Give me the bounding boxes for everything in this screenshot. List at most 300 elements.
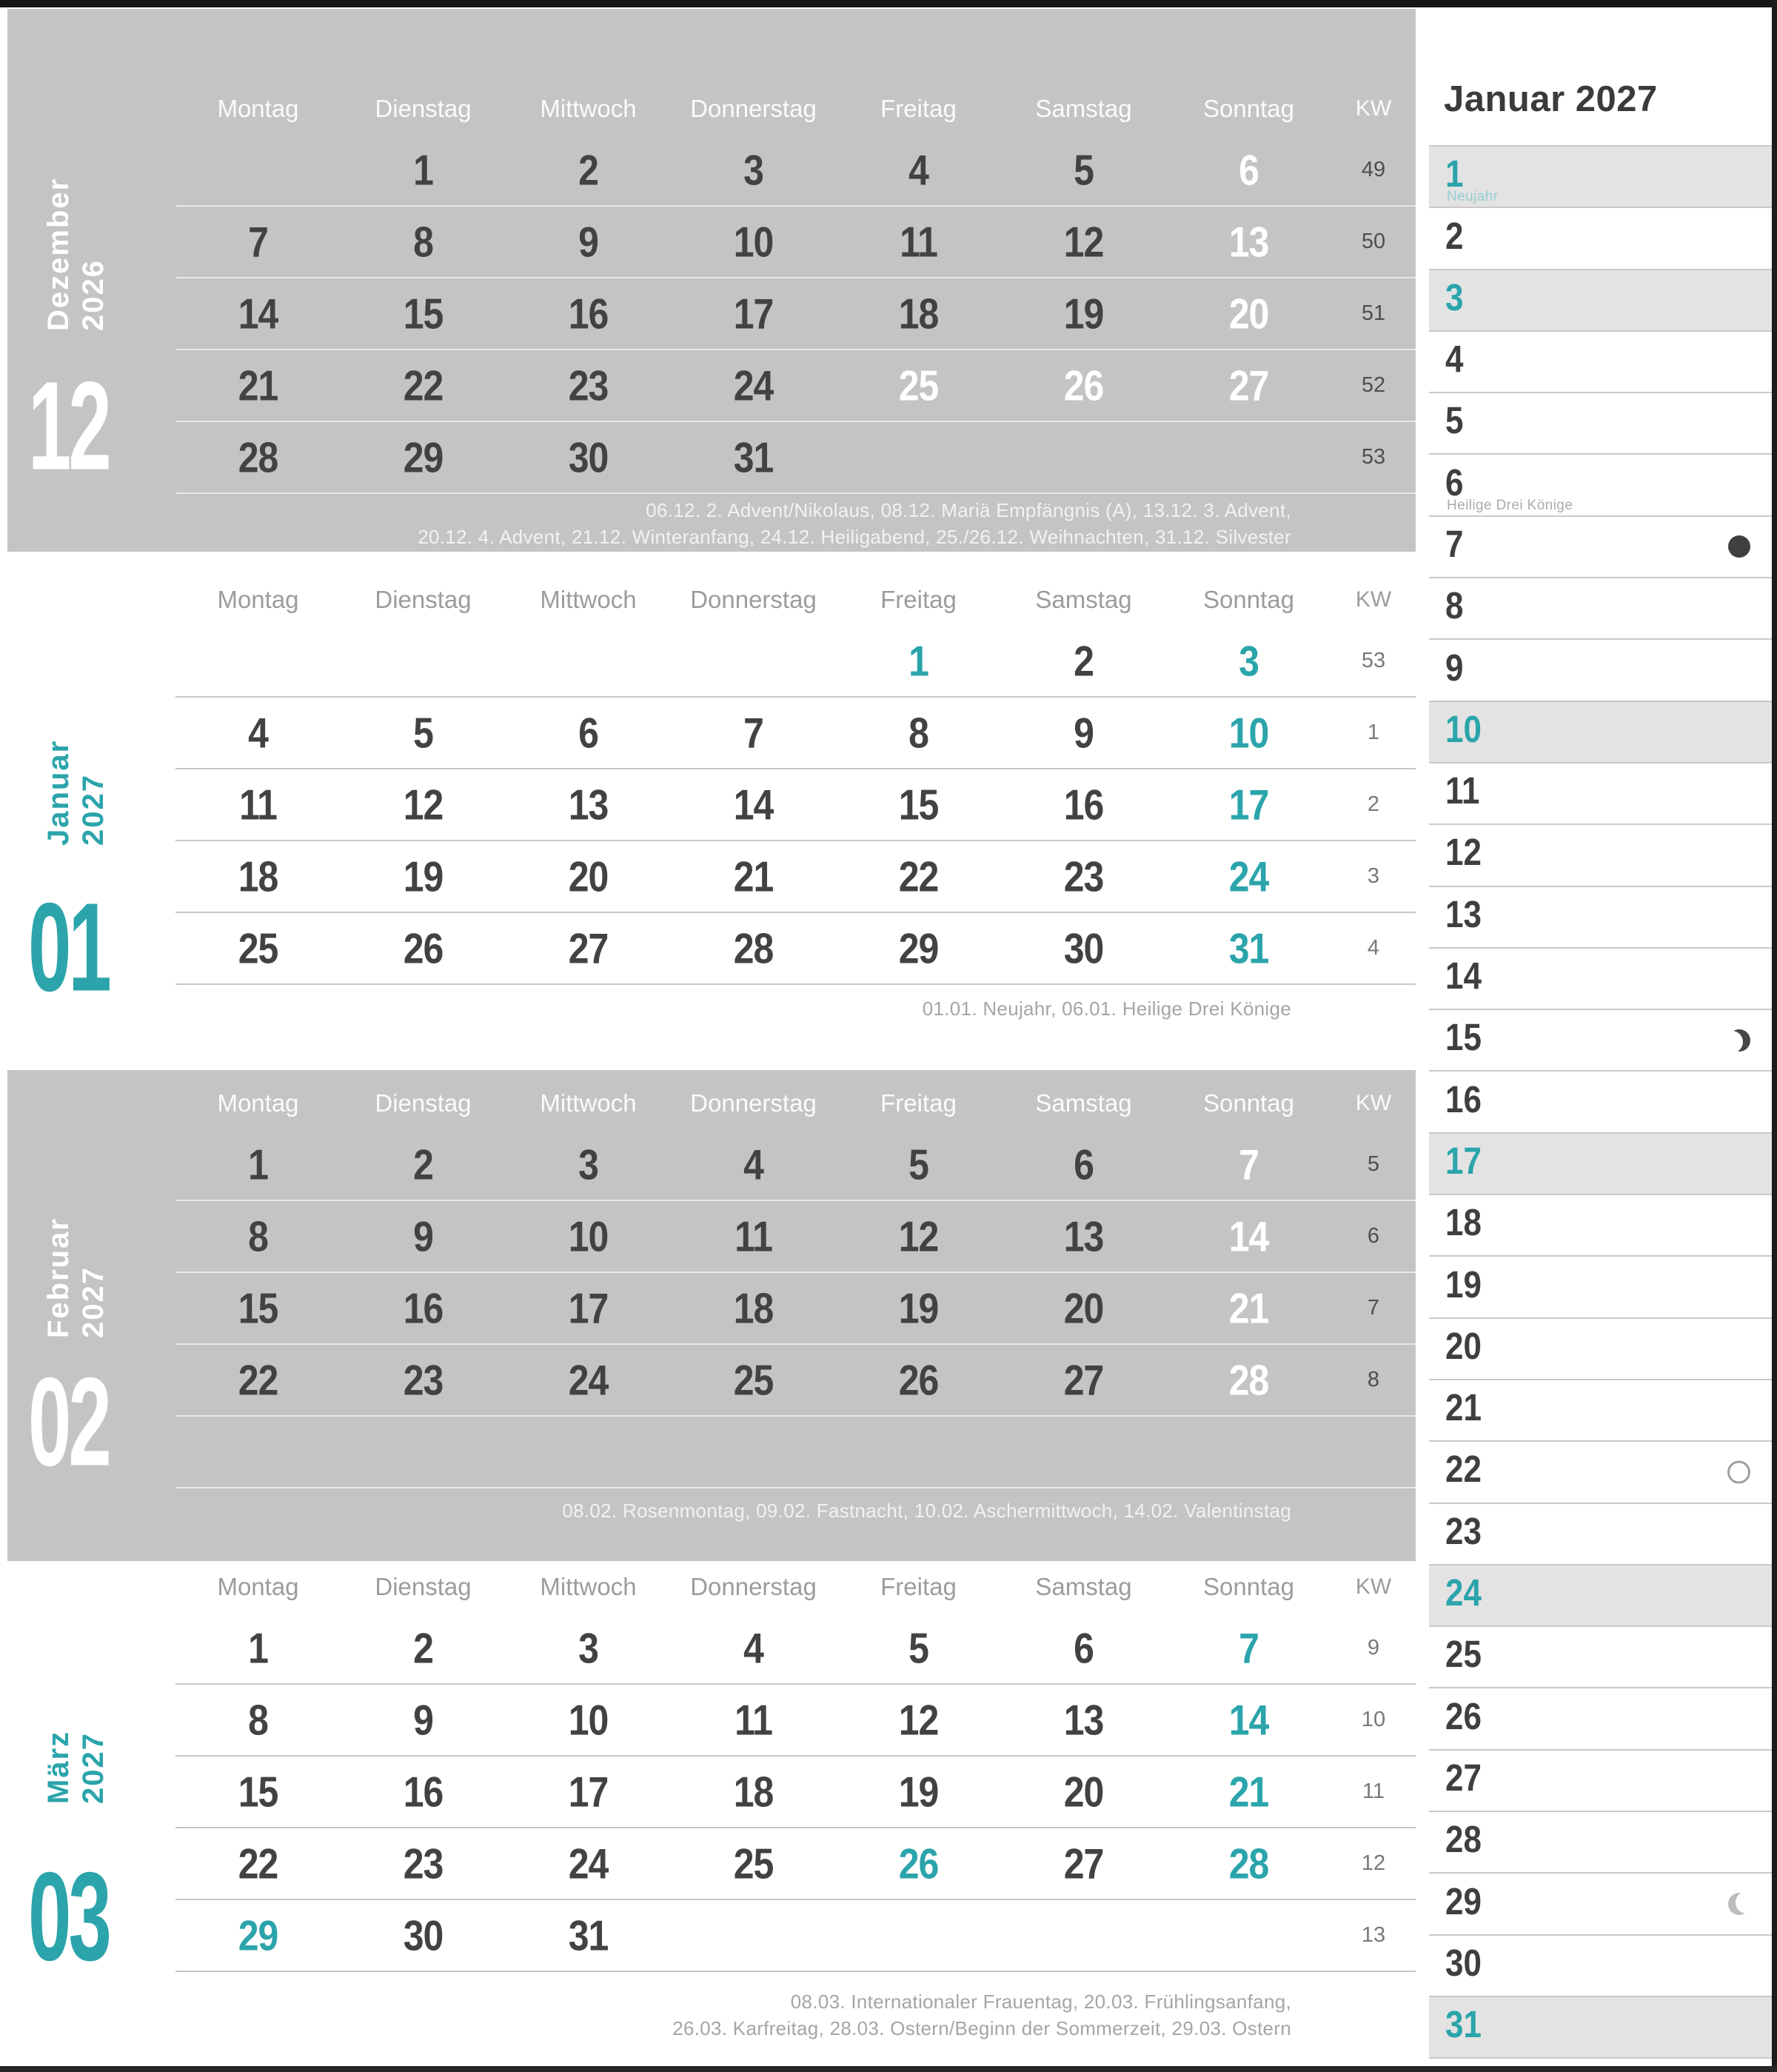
weekday-header: Freitag [880, 1089, 957, 1117]
month-grid [175, 1077, 1416, 1488]
day-cell [671, 1839, 836, 1888]
day-number: 18 [733, 1768, 774, 1816]
kw-number: 49 [1361, 158, 1386, 181]
month-name: März [42, 1730, 75, 1804]
day-cell [671, 1624, 836, 1672]
kw-number: 1 [1367, 721, 1380, 744]
day-number: 31 [733, 433, 774, 481]
week-row [175, 422, 1416, 494]
day-cell [836, 1839, 1001, 1888]
day-cell [1001, 1212, 1166, 1260]
day-number: 3 [578, 1624, 598, 1672]
day-cell [671, 361, 836, 410]
day-number: 14 [733, 781, 774, 829]
day-cell [671, 146, 836, 194]
notes-day-row [1429, 269, 1773, 330]
day-number: 11 [734, 1696, 772, 1744]
day-number: 6 [1239, 146, 1259, 194]
day-cell [836, 781, 1001, 829]
month-name: Januar [42, 739, 75, 846]
weekday-header: Dienstag [375, 1573, 472, 1600]
holiday-line: 08.02. Rosenmontag, 09.02. Fastnacht, 10.02. Aschermittwoch, 14.02. Valentinstag [562, 1500, 1291, 1522]
month-year: 2027 [77, 774, 110, 846]
day-number: 16 [1063, 781, 1104, 829]
day-cell [506, 1284, 671, 1332]
week-row [175, 1201, 1416, 1273]
day-number: 9 [413, 1696, 433, 1744]
day-cell [1166, 1356, 1331, 1404]
notes-day-row [1429, 638, 1773, 700]
day-number: 9 [1445, 646, 1464, 689]
notes-day-row [1429, 1996, 1773, 2059]
day-number: 15 [898, 781, 939, 829]
day-cell [836, 218, 1001, 266]
day-cell [1166, 1839, 1331, 1888]
month-big-number: 01 [28, 878, 109, 1018]
notes-day-row [1429, 1564, 1773, 1625]
day-cell [506, 709, 671, 757]
kw-header: KW [1355, 96, 1392, 121]
day-number: 16 [1445, 1078, 1482, 1121]
day-cell [175, 218, 341, 266]
day-cell [1166, 1696, 1331, 1744]
week-row [175, 1900, 1416, 1972]
day-number: 11 [1445, 770, 1480, 812]
day-number: 26 [1445, 1695, 1482, 1738]
notes-day-row [1429, 762, 1773, 823]
day-cell [836, 852, 1001, 900]
day-number: 19 [898, 1284, 939, 1332]
day-cell [836, 1929, 1001, 1942]
day-number: 3 [743, 146, 763, 194]
day-number: 15 [238, 1284, 278, 1332]
day-cell [341, 146, 506, 194]
notes-day-row [1429, 145, 1773, 207]
day-cell [175, 1284, 341, 1332]
day-number: 7 [248, 218, 268, 266]
day-number: 8 [248, 1212, 268, 1260]
day-cell [175, 1839, 341, 1888]
notes-day-row [1429, 701, 1773, 762]
day-cell [1001, 1929, 1166, 1942]
holiday-line: 01.01. Neujahr, 06.01. Heilige Drei Könige [922, 997, 1291, 1020]
notes-day-row [1429, 1811, 1773, 1872]
day-cell [1001, 290, 1166, 338]
holiday-notes [170, 1498, 1291, 1525]
day-cell [175, 852, 341, 900]
day-cell [341, 1839, 506, 1888]
day-number: 25 [733, 1356, 774, 1404]
day-number: 13 [1063, 1696, 1104, 1744]
day-number: 15 [403, 290, 444, 338]
weekday-header: Montag [217, 1573, 299, 1600]
day-number: 10 [568, 1212, 609, 1260]
day-number: 30 [568, 433, 609, 481]
day-number: 5 [1445, 400, 1464, 442]
day-number: 16 [403, 1284, 444, 1332]
day-cell [341, 1140, 506, 1189]
day-number: 18 [238, 852, 278, 900]
day-number: 15 [1445, 1017, 1482, 1059]
holiday-line: 08.03. Internationaler Frauentag, 20.03. Frühlingsanfang, [790, 1991, 1291, 2013]
day-cell [1166, 1140, 1331, 1189]
weekday-header-row [175, 1561, 1416, 1613]
day-number: 3 [1445, 277, 1464, 319]
notes-day-row [1429, 1440, 1773, 1502]
month-year: 2027 [77, 1266, 110, 1338]
new-moon-icon [1728, 535, 1750, 558]
weekday-header: Samstag [1035, 1573, 1132, 1600]
notes-day-row [1429, 1070, 1773, 1132]
notes-rows [1429, 145, 1773, 2059]
day-number: 14 [1445, 955, 1482, 997]
month-block-2 [7, 552, 1416, 1070]
day-number: 31 [1445, 2004, 1482, 2046]
day-cell [506, 1212, 671, 1260]
day-number: 26 [898, 1839, 939, 1888]
day-number: 25 [1445, 1634, 1482, 1676]
day-cell [1166, 924, 1331, 972]
weekday-header: Montag [217, 1089, 299, 1117]
day-number: 27 [568, 924, 609, 972]
day-cell [671, 1446, 836, 1459]
day-number: 26 [1063, 361, 1104, 410]
day-cell [341, 433, 506, 481]
notes-day-row [1429, 1317, 1773, 1379]
day-number: 21 [1228, 1768, 1269, 1816]
day-number: 11 [900, 218, 937, 266]
day-cell [175, 361, 341, 410]
week-row [175, 1273, 1416, 1345]
day-number: 19 [1063, 290, 1104, 338]
day-cell [671, 1140, 836, 1189]
panel-month-title: Januar 2027 [1444, 79, 1658, 119]
day-number: 8 [1445, 585, 1464, 627]
day-cell [506, 852, 671, 900]
day-number: 21 [238, 361, 278, 410]
holiday-line: 26.03. Karfreitag, 28.03. Ostern/Beginn der Sommerzeit, 29.03. Ostern [672, 2016, 1291, 2039]
weekday-header: Samstag [1035, 586, 1132, 613]
day-cell [671, 218, 836, 266]
holiday-label: Heilige Drei Könige [1447, 497, 1573, 513]
day-number: 26 [898, 1356, 939, 1404]
day-number: 23 [1063, 852, 1104, 900]
day-cell [836, 1212, 1001, 1260]
day-number: 1 [1445, 153, 1464, 195]
day-number: 22 [1445, 1448, 1482, 1491]
day-number: 27 [1063, 1356, 1104, 1404]
day-cell [175, 1446, 341, 1459]
day-cell [175, 781, 341, 829]
day-cell [175, 709, 341, 757]
day-number: 4 [248, 709, 268, 757]
notes-day-row [1429, 1194, 1773, 1255]
week-row [175, 769, 1416, 841]
day-cell [836, 637, 1001, 685]
day-number: 1 [908, 637, 928, 685]
week-row [175, 350, 1416, 422]
day-number: 19 [1445, 1263, 1482, 1306]
day-number: 12 [1063, 218, 1104, 266]
day-number: 19 [898, 1768, 939, 1816]
day-number: 1 [413, 146, 433, 194]
day-number: 28 [733, 924, 774, 972]
day-cell [175, 433, 341, 481]
weekday-header: Freitag [880, 586, 957, 613]
notes-day-row [1429, 1934, 1773, 1996]
weekday-header: Sonntag [1203, 1089, 1294, 1117]
day-cell [671, 1768, 836, 1816]
month-vertical-label [41, 1153, 111, 1338]
kw-number: 7 [1367, 1296, 1380, 1320]
day-cell [671, 709, 836, 757]
day-cell [836, 1140, 1001, 1189]
notes-day-row [1429, 577, 1773, 638]
day-cell [506, 1696, 671, 1744]
day-cell [836, 1696, 1001, 1744]
holiday-label: Neujahr [1447, 189, 1499, 205]
day-number: 4 [743, 1624, 763, 1672]
kw-number: 12 [1361, 1851, 1386, 1875]
weekday-header: Sonntag [1203, 1573, 1294, 1600]
day-cell [341, 1696, 506, 1744]
day-number: 24 [1228, 852, 1269, 900]
day-number: 15 [238, 1768, 278, 1816]
day-number: 2 [413, 1624, 433, 1672]
day-number: 21 [1445, 1387, 1482, 1429]
day-number: 10 [568, 1696, 609, 1744]
day-cell [1166, 361, 1331, 410]
day-number: 7 [1239, 1140, 1259, 1189]
day-cell [1166, 709, 1331, 757]
day-cell [1001, 1356, 1166, 1404]
week-row [175, 913, 1416, 985]
last-quarter-moon-icon [1728, 1893, 1750, 1915]
week-row [175, 1757, 1416, 1828]
day-number: 4 [1445, 338, 1464, 381]
day-number: 2 [578, 146, 598, 194]
day-cell [506, 1446, 671, 1459]
day-number: 17 [1228, 781, 1269, 829]
day-number: 3 [1239, 637, 1259, 685]
day-cell [1166, 290, 1331, 338]
day-cell [671, 1929, 836, 1942]
week-row [175, 841, 1416, 913]
day-number: 5 [908, 1624, 928, 1672]
day-number: 2 [1445, 215, 1464, 258]
day-number: 18 [898, 290, 939, 338]
day-cell [341, 1768, 506, 1816]
day-cell [506, 1140, 671, 1189]
day-number: 28 [1228, 1839, 1269, 1888]
month-big-number: 12 [28, 356, 109, 497]
notes-day-row [1429, 515, 1773, 577]
day-number: 6 [1445, 461, 1464, 504]
weekday-header: Montag [217, 95, 299, 122]
day-number: 21 [1228, 1284, 1269, 1332]
day-cell [506, 361, 671, 410]
day-cell [175, 1356, 341, 1404]
week-row [175, 698, 1416, 769]
day-number: 20 [1228, 290, 1269, 338]
day-cell [341, 1446, 506, 1459]
day-cell [1001, 781, 1166, 829]
day-number: 31 [568, 1911, 609, 1959]
day-number: 24 [733, 361, 774, 410]
day-cell [175, 164, 341, 177]
kw-number: 3 [1367, 864, 1380, 888]
day-cell [1166, 451, 1331, 464]
day-cell [671, 433, 836, 481]
day-cell [175, 1624, 341, 1672]
week-row [175, 1613, 1416, 1685]
day-number: 6 [1074, 1140, 1094, 1189]
day-cell [506, 655, 671, 668]
day-number: 16 [568, 290, 609, 338]
day-number: 14 [238, 290, 278, 338]
weekday-header: Sonntag [1203, 95, 1294, 122]
day-number: 12 [898, 1212, 939, 1260]
day-number: 4 [908, 146, 928, 194]
day-number: 5 [908, 1140, 928, 1189]
day-number: 23 [403, 1839, 444, 1888]
day-cell [175, 1911, 341, 1959]
kw-number: 4 [1367, 936, 1380, 960]
holiday-line: 20.12. 4. Advent, 21.12. Winteranfang, 24.12. Heiligabend, 25./26.12. Weihnachten, 31.12. Silvester [418, 525, 1291, 548]
day-cell [1001, 146, 1166, 194]
day-number: 29 [898, 924, 939, 972]
day-cell [175, 1212, 341, 1260]
weekday-header: Donnerstag [690, 1089, 817, 1117]
day-cell [506, 1624, 671, 1672]
kw-number: 11 [1362, 1779, 1385, 1803]
month-year: 2026 [77, 259, 110, 331]
day-number: 29 [238, 1911, 278, 1959]
day-cell [671, 1284, 836, 1332]
day-number: 11 [734, 1212, 772, 1260]
day-number: 24 [1445, 1572, 1482, 1614]
day-number: 20 [1063, 1768, 1104, 1816]
notes-day-row [1429, 1625, 1773, 1687]
day-number: 5 [413, 709, 433, 757]
day-number: 7 [1445, 524, 1464, 566]
month-vertical-label [41, 120, 111, 331]
day-cell [1001, 1284, 1166, 1332]
day-cell [1166, 1624, 1331, 1672]
day-cell [341, 924, 506, 972]
weekday-header: Montag [217, 586, 299, 613]
day-cell [506, 290, 671, 338]
day-cell [506, 781, 671, 829]
day-number: 10 [733, 218, 774, 266]
notes-day-row [1429, 1132, 1773, 1194]
day-number: 22 [238, 1356, 278, 1404]
day-cell [175, 1696, 341, 1744]
day-number: 1 [248, 1624, 268, 1672]
day-number: 16 [403, 1768, 444, 1816]
day-number: 2 [1074, 637, 1094, 685]
day-number: 13 [1228, 218, 1269, 266]
month-name: Dezember [42, 177, 75, 331]
day-cell [1166, 1284, 1331, 1332]
day-number: 12 [1445, 832, 1482, 875]
day-cell [1166, 1446, 1331, 1459]
day-cell [175, 1768, 341, 1816]
day-cell [836, 1624, 1001, 1672]
day-number: 23 [1445, 1510, 1482, 1553]
weekday-header: Donnerstag [690, 1573, 817, 1600]
day-cell [1001, 852, 1166, 900]
day-cell [1166, 146, 1331, 194]
day-number: 10 [1445, 709, 1482, 751]
day-cell [836, 290, 1001, 338]
notes-day-row [1429, 823, 1773, 885]
day-number: 17 [1445, 1140, 1482, 1183]
weekday-header: Dienstag [375, 586, 472, 613]
kw-number: 6 [1367, 1224, 1380, 1248]
day-cell [506, 1356, 671, 1404]
page-edge-top [0, 0, 1777, 7]
day-number: 27 [1063, 1839, 1104, 1888]
day-number: 17 [568, 1284, 609, 1332]
weekday-header: Mittwoch [540, 95, 637, 122]
day-cell [1001, 361, 1166, 410]
day-number: 25 [898, 361, 939, 410]
day-cell [506, 1768, 671, 1816]
day-number: 7 [1239, 1624, 1259, 1672]
notes-day-row [1429, 392, 1773, 453]
day-number: 8 [248, 1696, 268, 1744]
day-number: 9 [1074, 709, 1094, 757]
day-cell [1001, 1839, 1166, 1888]
kw-number: 5 [1367, 1152, 1380, 1176]
month-name: Februar [42, 1217, 75, 1338]
page-edge-right [1772, 0, 1777, 2072]
weekday-header: Donnerstag [690, 95, 817, 122]
day-cell [506, 146, 671, 194]
notes-day-row [1429, 1749, 1773, 1811]
day-number: 13 [1063, 1212, 1104, 1260]
kw-number: 53 [1361, 445, 1386, 469]
kw-number: 52 [1361, 373, 1386, 397]
day-number: 28 [1445, 1819, 1482, 1861]
day-cell [506, 218, 671, 266]
day-cell [1001, 709, 1166, 757]
day-cell [1166, 852, 1331, 900]
day-number: 27 [1445, 1757, 1482, 1799]
day-number: 4 [743, 1140, 763, 1189]
week-row [175, 207, 1416, 278]
day-number: 2 [413, 1140, 433, 1189]
notes-day-row [1429, 947, 1773, 1009]
weekday-header: Samstag [1035, 95, 1132, 122]
week-row [175, 1828, 1416, 1900]
day-cell [341, 1212, 506, 1260]
full-moon-icon [1727, 1460, 1750, 1483]
month-grid [175, 83, 1416, 494]
day-cell [1001, 1140, 1166, 1189]
day-cell [341, 1624, 506, 1672]
day-cell [836, 361, 1001, 410]
notes-day-row [1429, 1687, 1773, 1748]
weekday-header: Mittwoch [540, 1089, 637, 1117]
day-number: 13 [1445, 894, 1482, 936]
day-cell [341, 852, 506, 900]
weekday-header-row [175, 574, 1416, 626]
day-number: 17 [568, 1768, 609, 1816]
day-number: 13 [568, 781, 609, 829]
day-number: 9 [578, 218, 598, 266]
